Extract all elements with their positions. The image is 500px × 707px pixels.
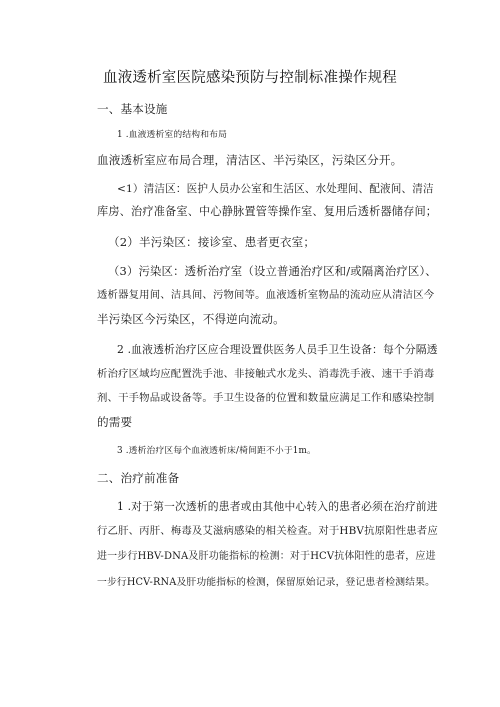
paragraph-line: 的需要 [97, 415, 133, 429]
paragraph-line: 剂、干手物品或设备等。手卫生设备的位置和数量应满足工作和感染控制 [97, 392, 435, 404]
paragraph-line-polluted-area: （3）污染区：透析治疗室（设立普通治疗区和/或隔离治疗区）、 [108, 264, 437, 278]
paragraph-line: 半污染区今污染区，不得逆向流动。 [97, 312, 285, 326]
item-hand-hygiene: 2 .血液透析治疗区应合理设置供医务人员手卫生设备：每个分隔透 [117, 343, 438, 356]
section-heading-pre-treatment: 二、治疗前准备 [97, 471, 180, 485]
paragraph-line: 一步行HCV-RNA及肝功能指标的检测，保留原始记录，登记患者检测结果。 [97, 577, 436, 588]
item-first-dialysis: 1 .对于第一次透析的患者或由其他中心转入的患者必须在治疗前进 [117, 500, 438, 513]
document-title: 血液透析室医院感染预防与控制标准操作规程 [103, 70, 397, 86]
section-heading-facilities: 一、基本设施 [97, 102, 168, 116]
paragraph-line-clean-area: <1）清洁区：医护人员办公室和生活区、水处理间、配液间、清洁 [117, 183, 434, 195]
paragraph-line: 血液透析室应布局合理，清洁区、半污染区，污染区分开。 [97, 153, 403, 167]
paragraph-line-semi-polluted-area: （2）半污染区：接诊室、患者更衣室； [108, 235, 316, 249]
item-bed-spacing: 3 .透析治疗区每个血液透析床/椅间距不小于1m。 [117, 446, 316, 456]
paragraph-line: 透析器复用间、洁具间、污物间等。血液透析室物品的流动应从清洁区今 [97, 289, 435, 301]
paragraph-line: 行乙肝、丙肝、梅毒及艾滋病感染的相关检查。对于HBV抗原阳性患者应 [97, 525, 438, 537]
paragraph-line: 进一步行HBV-DNA及肝功能指标的检测：对于HCV抗体阳性的患者，应进 [97, 551, 436, 562]
paragraph-line: 析治疗区域均应配置洗手池、非接触式水龙头、消毒洗手液、速干手消毒 [97, 368, 435, 380]
item-heading-structure-layout: 1 .血液透析室的结构和布局 [117, 130, 228, 140]
paragraph-line: 库房、治疗准备室、中心静脉置管等操作室、复用后透析器储存间； [97, 205, 438, 218]
